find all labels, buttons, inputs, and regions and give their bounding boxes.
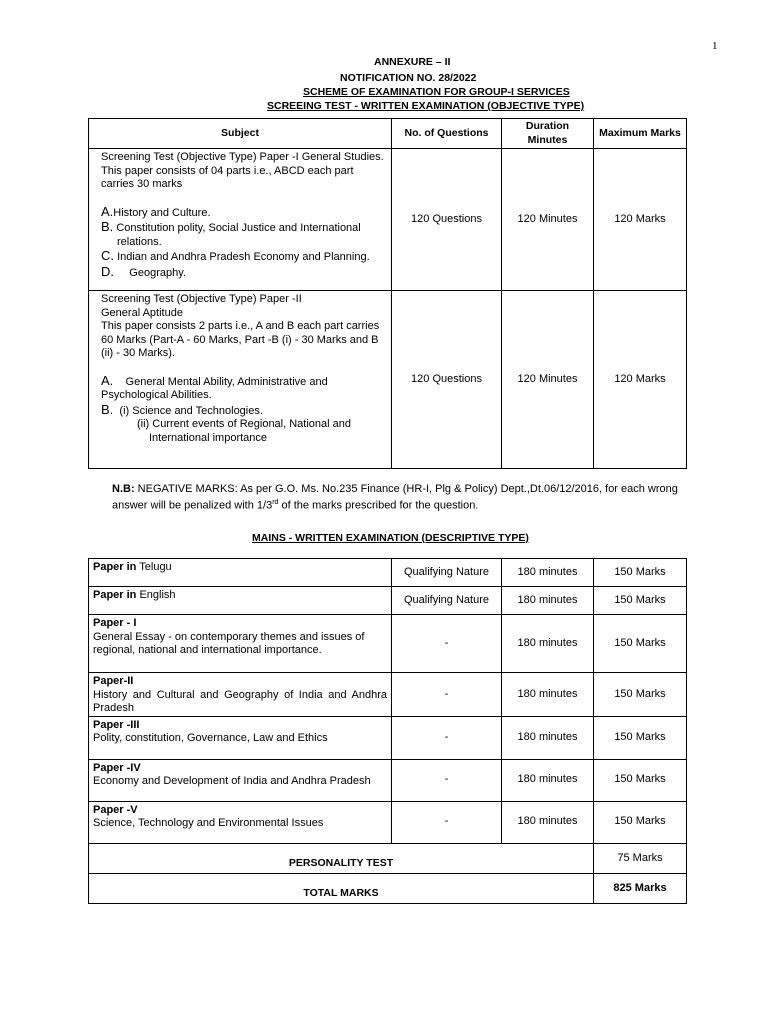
mains-duration-cell: 180 minutes	[502, 615, 594, 673]
mains-table	[88, 558, 687, 904]
screening-header-row	[89, 119, 687, 149]
table-row	[89, 559, 687, 587]
paper2-questions: 120 Questions	[392, 291, 502, 469]
mains-nature-cell: -	[392, 759, 502, 801]
mains-title-cell: Paper in English	[89, 587, 392, 615]
paper1-item-b: B. Constitution polity, Social Justice and International relations.	[101, 219, 361, 248]
paper2-item-b: B. (i) Science and Technologies.	[101, 401, 263, 417]
note-text-end: of the marks prescribed for the question.	[278, 499, 479, 512]
paper1-subject	[89, 149, 392, 291]
paper2-intro-1: Screening Test (Objective Type) Paper -II	[101, 293, 302, 305]
personality-marks: 75 Marks	[594, 843, 687, 873]
mains-nature-cell: Qualifying Nature	[392, 587, 502, 615]
paper1-item-a: A.History and Culture.	[101, 203, 211, 219]
paper1-item-c: C. Indian and Andhra Pradesh Economy and Planning.	[101, 248, 370, 263]
mains-marks-cell: 150 Marks	[594, 801, 687, 843]
note-label: N.B:	[112, 483, 135, 495]
note-superscript: rd	[272, 499, 279, 506]
mains-duration-cell: 180 minutes	[502, 759, 594, 801]
mains-nature-cell: -	[392, 615, 502, 673]
mains-title-cell: Paper -IV Economy and Development of India and Andhra Pradesh	[89, 759, 392, 801]
table-row	[89, 615, 687, 673]
table-row	[89, 716, 687, 759]
paper1-questions: 120 Questions	[392, 149, 502, 291]
mains-title-cell: Paper -III Polity, constitution, Governance, Law and Ethics	[89, 716, 392, 759]
mains-title-cell: Paper in Telugu	[89, 559, 392, 587]
mains-marks-cell: 150 Marks	[594, 759, 687, 801]
mains-marks-cell: 150 Marks	[594, 716, 687, 759]
negative-marks-note	[112, 482, 692, 513]
mains-title-cell: Paper -V Science, Technology and Environmental Issues	[89, 801, 392, 843]
paper2-subject	[89, 291, 392, 469]
paper1-marks: 120 Marks	[594, 149, 687, 291]
annexure-title: ANNEXURE – II	[374, 56, 451, 68]
paper1-intro: Screening Test (Objective Type) Paper -I General Studies. This paper consists of 04 parts i.e., ABCD each part carries 30 marks	[101, 151, 384, 190]
paper2-intro-3: This paper consists 2 parts i.e., A and B each part carries 60 Marks (Part-A - 60 Marks, Part -B (i) - 30 Marks and B (ii) - 30 Marks).	[101, 320, 380, 359]
paper2-intro-2: General Aptitude	[101, 306, 183, 319]
mains-marks-cell: 150 Marks	[594, 615, 687, 673]
mains-title-cell: Paper-II History and Cultural and Geography of India and Andhra Pradesh	[89, 673, 392, 717]
screening-table	[88, 118, 687, 469]
mains-marks-cell: 150 Marks	[594, 559, 687, 587]
paper1-item-d: D. Geography.	[101, 263, 186, 279]
page-number: 1	[712, 40, 718, 52]
paper1-row	[89, 149, 687, 291]
scheme-title: SCHEME OF EXAMINATION FOR GROUP-I SERVICES	[303, 86, 570, 98]
header-subject: Subject	[89, 119, 392, 149]
personality-row	[89, 843, 687, 873]
total-marks: 825 Marks	[594, 873, 687, 903]
header-questions: No. of Questions	[392, 119, 502, 149]
mains-nature-cell: Qualifying Nature	[392, 559, 502, 587]
table-row	[89, 801, 687, 843]
mains-title: MAINS - WRITTEN EXAMINATION (DESCRIPTIVE TYPE)	[252, 532, 529, 544]
mains-duration-cell: 180 minutes	[502, 559, 594, 587]
mains-duration-cell: 180 minutes	[502, 587, 594, 615]
paper2-marks: 120 Marks	[594, 291, 687, 469]
paper2-item-a: A. General Mental Ability, Administrative and Psychological Abilities.	[101, 372, 328, 401]
mains-nature-cell: -	[392, 801, 502, 843]
notification-number: NOTIFICATION NO. 28/2022	[340, 72, 477, 84]
mains-duration-cell: 180 minutes	[502, 716, 594, 759]
personality-label: PERSONALITY TEST	[89, 843, 594, 873]
paper1-duration: 120 Minutes	[502, 149, 594, 291]
mains-nature-cell: -	[392, 673, 502, 717]
mains-marks-cell: 150 Marks	[594, 587, 687, 615]
table-row	[89, 673, 687, 717]
mains-title-cell: Paper - I General Essay - on contemporary themes and issues of regional, national and international importance.	[89, 615, 392, 673]
total-label: TOTAL MARKS	[89, 873, 594, 903]
mains-nature-cell: -	[392, 716, 502, 759]
mains-duration-cell: 180 minutes	[502, 801, 594, 843]
table-row	[89, 587, 687, 615]
screening-title: SCREEING TEST - WRITTEN EXAMINATION (OBJECTIVE TYPE)	[267, 100, 585, 112]
mains-marks-cell: 150 Marks	[594, 673, 687, 717]
paper2-item-b2: (ii) Current events of Regional, National and International importance	[137, 418, 352, 444]
table-row	[89, 759, 687, 801]
paper2-duration: 120 Minutes	[502, 291, 594, 469]
header-marks: Maximum Marks	[594, 119, 687, 149]
total-row	[89, 873, 687, 903]
mains-duration-cell: 180 minutes	[502, 673, 594, 717]
header-duration: Duration Minutes	[502, 119, 594, 149]
note-text: NEGATIVE MARKS: As per G.O. Ms. No.235 Finance (HR-I, Plg & Policy) Dept.,Dt.06/12/2016, for each wrong answer will be penalized with 1/3	[112, 483, 678, 512]
paper2-row	[89, 291, 687, 469]
